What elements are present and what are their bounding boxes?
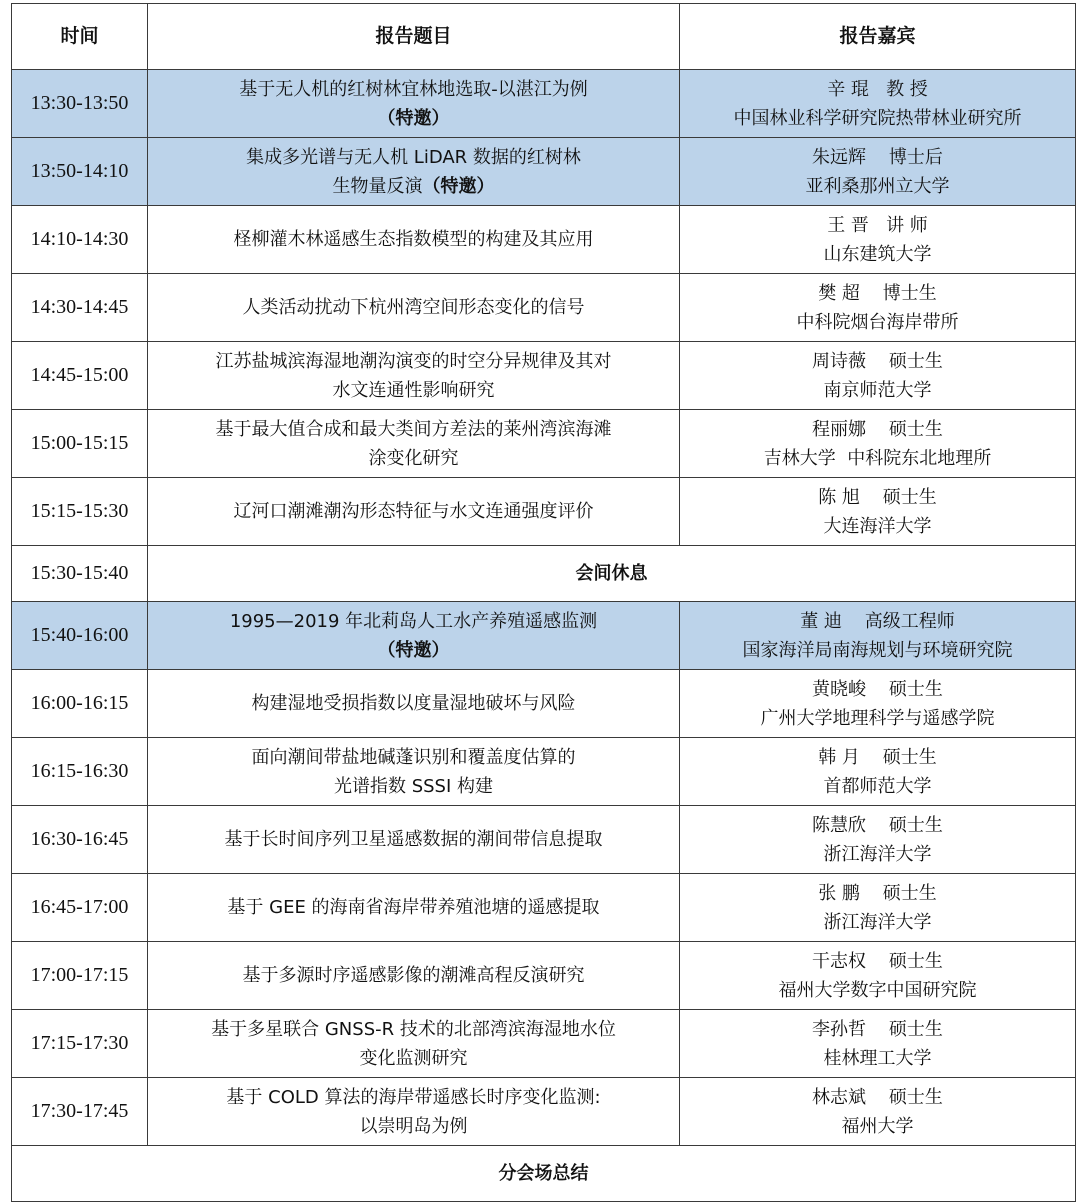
title-line-2: （特邀） [377, 107, 450, 129]
table-row [12, 206, 1076, 274]
speaker-affiliation: 福州大学 [841, 1115, 914, 1137]
title-line-1: 基于 GEE 的海南省海岸带养殖池塘的遥感提取 [227, 897, 600, 918]
table-row [12, 70, 1076, 138]
speaker-affiliation: 山东建筑大学 [823, 243, 932, 265]
row-speaker [680, 138, 1076, 206]
row-title [148, 602, 680, 670]
title-line-1: 基于长时间序列卫星遥感数据的潮间带信息提取 [224, 829, 603, 850]
row-time: 14:30-14:45 [12, 274, 148, 342]
table-row [12, 1078, 1076, 1146]
row-speaker [680, 342, 1076, 410]
title-line-1: 人类活动扰动下杭州湾空间形态变化的信号 [242, 297, 585, 318]
table-row [12, 942, 1076, 1010]
row-speaker [680, 206, 1076, 274]
speaker-affiliation: 吉林大学 中科院东北地理所 [763, 447, 992, 469]
speaker-name: 辛 琨 教 授 [827, 78, 928, 100]
row-speaker [680, 410, 1076, 478]
speaker-name: 陈慧欣 硕士生 [812, 814, 943, 836]
summary-label: 分会场总结 [12, 1146, 1076, 1202]
row-speaker [680, 942, 1076, 1010]
row-speaker [680, 602, 1076, 670]
speaker-name: 黄晓峻 硕士生 [812, 678, 943, 700]
header-time: 时间 [12, 4, 148, 70]
row-title [148, 806, 680, 874]
row-title [148, 738, 680, 806]
title-line-2: 生物量反演 [332, 175, 423, 197]
title-line-1: 基于最大值合成和最大类间方差法的莱州湾滨海滩 [215, 418, 612, 440]
row-title [148, 942, 680, 1010]
row-time: 15:40-16:00 [12, 602, 148, 670]
title-line-1: 江苏盐城滨海湿地潮沟演变的时空分异规律及其对 [215, 350, 612, 372]
row-time: 14:45-15:00 [12, 342, 148, 410]
schedule-table [11, 3, 1076, 1202]
row-time: 15:00-15:15 [12, 410, 148, 478]
table-row [12, 738, 1076, 806]
row-title [148, 478, 680, 546]
speaker-name: 张 鹏 硕士生 [818, 882, 937, 904]
speaker-name: 韩 月 硕士生 [818, 746, 937, 768]
row-time: 17:00-17:15 [12, 942, 148, 1010]
speaker-affiliation: 浙江海洋大学 [823, 911, 932, 933]
row-time: 17:15-17:30 [12, 1010, 148, 1078]
table-row [12, 806, 1076, 874]
row-speaker [680, 1078, 1076, 1146]
table-row [12, 1010, 1076, 1078]
table-row [12, 138, 1076, 206]
row-title [148, 70, 680, 138]
title-line-2: 变化监测研究 [359, 1047, 468, 1069]
row-speaker [680, 806, 1076, 874]
row-time: 13:30-13:50 [12, 70, 148, 138]
row-title [148, 1010, 680, 1078]
speaker-name: 干志权 硕士生 [812, 950, 943, 972]
speaker-name: 朱远辉 博士后 [812, 146, 943, 168]
speaker-name: 陈 旭 硕士生 [818, 486, 937, 508]
row-title [148, 410, 680, 478]
row-time: 13:50-14:10 [12, 138, 148, 206]
title-line-2: 水文连通性影响研究 [332, 379, 495, 401]
row-speaker [680, 738, 1076, 806]
row-time: 15:15-15:30 [12, 478, 148, 546]
row-speaker [680, 874, 1076, 942]
header-speaker: 报告嘉宾 [680, 4, 1076, 70]
title-line-1: 辽河口潮滩潮沟形态特征与水文连通强度评价 [233, 501, 594, 522]
row-title [148, 670, 680, 738]
row-time: 17:30-17:45 [12, 1078, 148, 1146]
title-line-2-wrap [152, 172, 675, 201]
row-speaker [680, 1010, 1076, 1078]
speaker-name: 樊 超 博士生 [818, 282, 937, 304]
table-row [12, 274, 1076, 342]
break-time: 15:30-15:40 [12, 546, 148, 602]
row-time: 16:00-16:15 [12, 670, 148, 738]
speaker-affiliation: 福州大学数字中国研究院 [778, 979, 977, 1001]
speaker-affiliation: 桂林理工大学 [823, 1047, 932, 1069]
title-line-1: 基于 COLD 算法的海岸带遥感长时序变化监测: [226, 1086, 601, 1108]
title-line-1: 柽柳灌木林遥感生态指数模型的构建及其应用 [233, 229, 594, 250]
speaker-affiliation: 首都师范大学 [823, 775, 932, 797]
table-row [12, 342, 1076, 410]
break-row [12, 546, 1076, 602]
row-title [148, 206, 680, 274]
speaker-affiliation: 亚利桑那州立大学 [805, 175, 950, 197]
title-line-2: （特邀） [377, 639, 450, 661]
row-time: 14:10-14:30 [12, 206, 148, 274]
row-title [148, 874, 680, 942]
row-speaker [680, 478, 1076, 546]
table-row [12, 410, 1076, 478]
title-line-1: 基于多星联合 GNSS-R 技术的北部湾滨海湿地水位 [211, 1018, 616, 1040]
row-speaker [680, 274, 1076, 342]
title-line-1: 集成多光谱与无人机 LiDAR 数据的红树林 [246, 146, 581, 168]
row-title [148, 1078, 680, 1146]
row-title [148, 342, 680, 410]
row-time: 16:45-17:00 [12, 874, 148, 942]
speaker-affiliation: 浙江海洋大学 [823, 843, 932, 865]
speaker-name: 周诗薇 硕士生 [812, 350, 943, 372]
speaker-name: 李孙哲 硕士生 [812, 1018, 943, 1040]
row-title [148, 274, 680, 342]
speaker-affiliation: 广州大学地理科学与遥感学院 [760, 707, 995, 729]
title-line-1: 构建湿地受损指数以度量湿地破坏与风险 [251, 693, 576, 714]
header-title: 报告题目 [148, 4, 680, 70]
title-line-2: 以崇明岛为例 [359, 1115, 468, 1137]
summary-row [12, 1146, 1076, 1202]
title-line-2: 光谱指数 SSSI 构建 [333, 775, 494, 797]
header-row [12, 4, 1076, 70]
title-line-1: 基于多源时序遥感影像的潮滩高程反演研究 [242, 965, 585, 986]
speaker-affiliation: 国家海洋局南海规划与环境研究院 [742, 639, 1013, 661]
speaker-affiliation: 中国林业科学研究院热带林业研究所 [733, 107, 1022, 129]
table-row [12, 602, 1076, 670]
row-speaker [680, 70, 1076, 138]
speaker-affiliation: 大连海洋大学 [823, 515, 932, 537]
speaker-affiliation: 南京师范大学 [823, 379, 932, 401]
speaker-name: 董 迪 高级工程师 [800, 610, 955, 632]
row-time: 16:15-16:30 [12, 738, 148, 806]
title-line-1: 面向潮间带盐地碱蓬识别和覆盖度估算的 [251, 746, 576, 768]
speaker-name: 林志斌 硕士生 [812, 1086, 943, 1108]
row-title [148, 138, 680, 206]
table-row [12, 874, 1076, 942]
title-line-1: 1995—2019 年北莉岛人工水产养殖遥感监测 [229, 610, 598, 632]
row-time: 16:30-16:45 [12, 806, 148, 874]
break-label: 会间休息 [148, 546, 1076, 602]
row-speaker [680, 670, 1076, 738]
title-line-2: 涂变化研究 [368, 447, 459, 469]
speaker-name: 王 晋 讲 师 [827, 214, 928, 236]
invited-tag: （特邀） [422, 175, 495, 197]
table-row [12, 670, 1076, 738]
title-line-1: 基于无人机的红树林宜林地选取-以湛江为例 [239, 78, 588, 100]
speaker-name: 程丽娜 硕士生 [812, 418, 943, 440]
speaker-affiliation: 中科院烟台海岸带所 [796, 311, 959, 333]
table-row [12, 478, 1076, 546]
